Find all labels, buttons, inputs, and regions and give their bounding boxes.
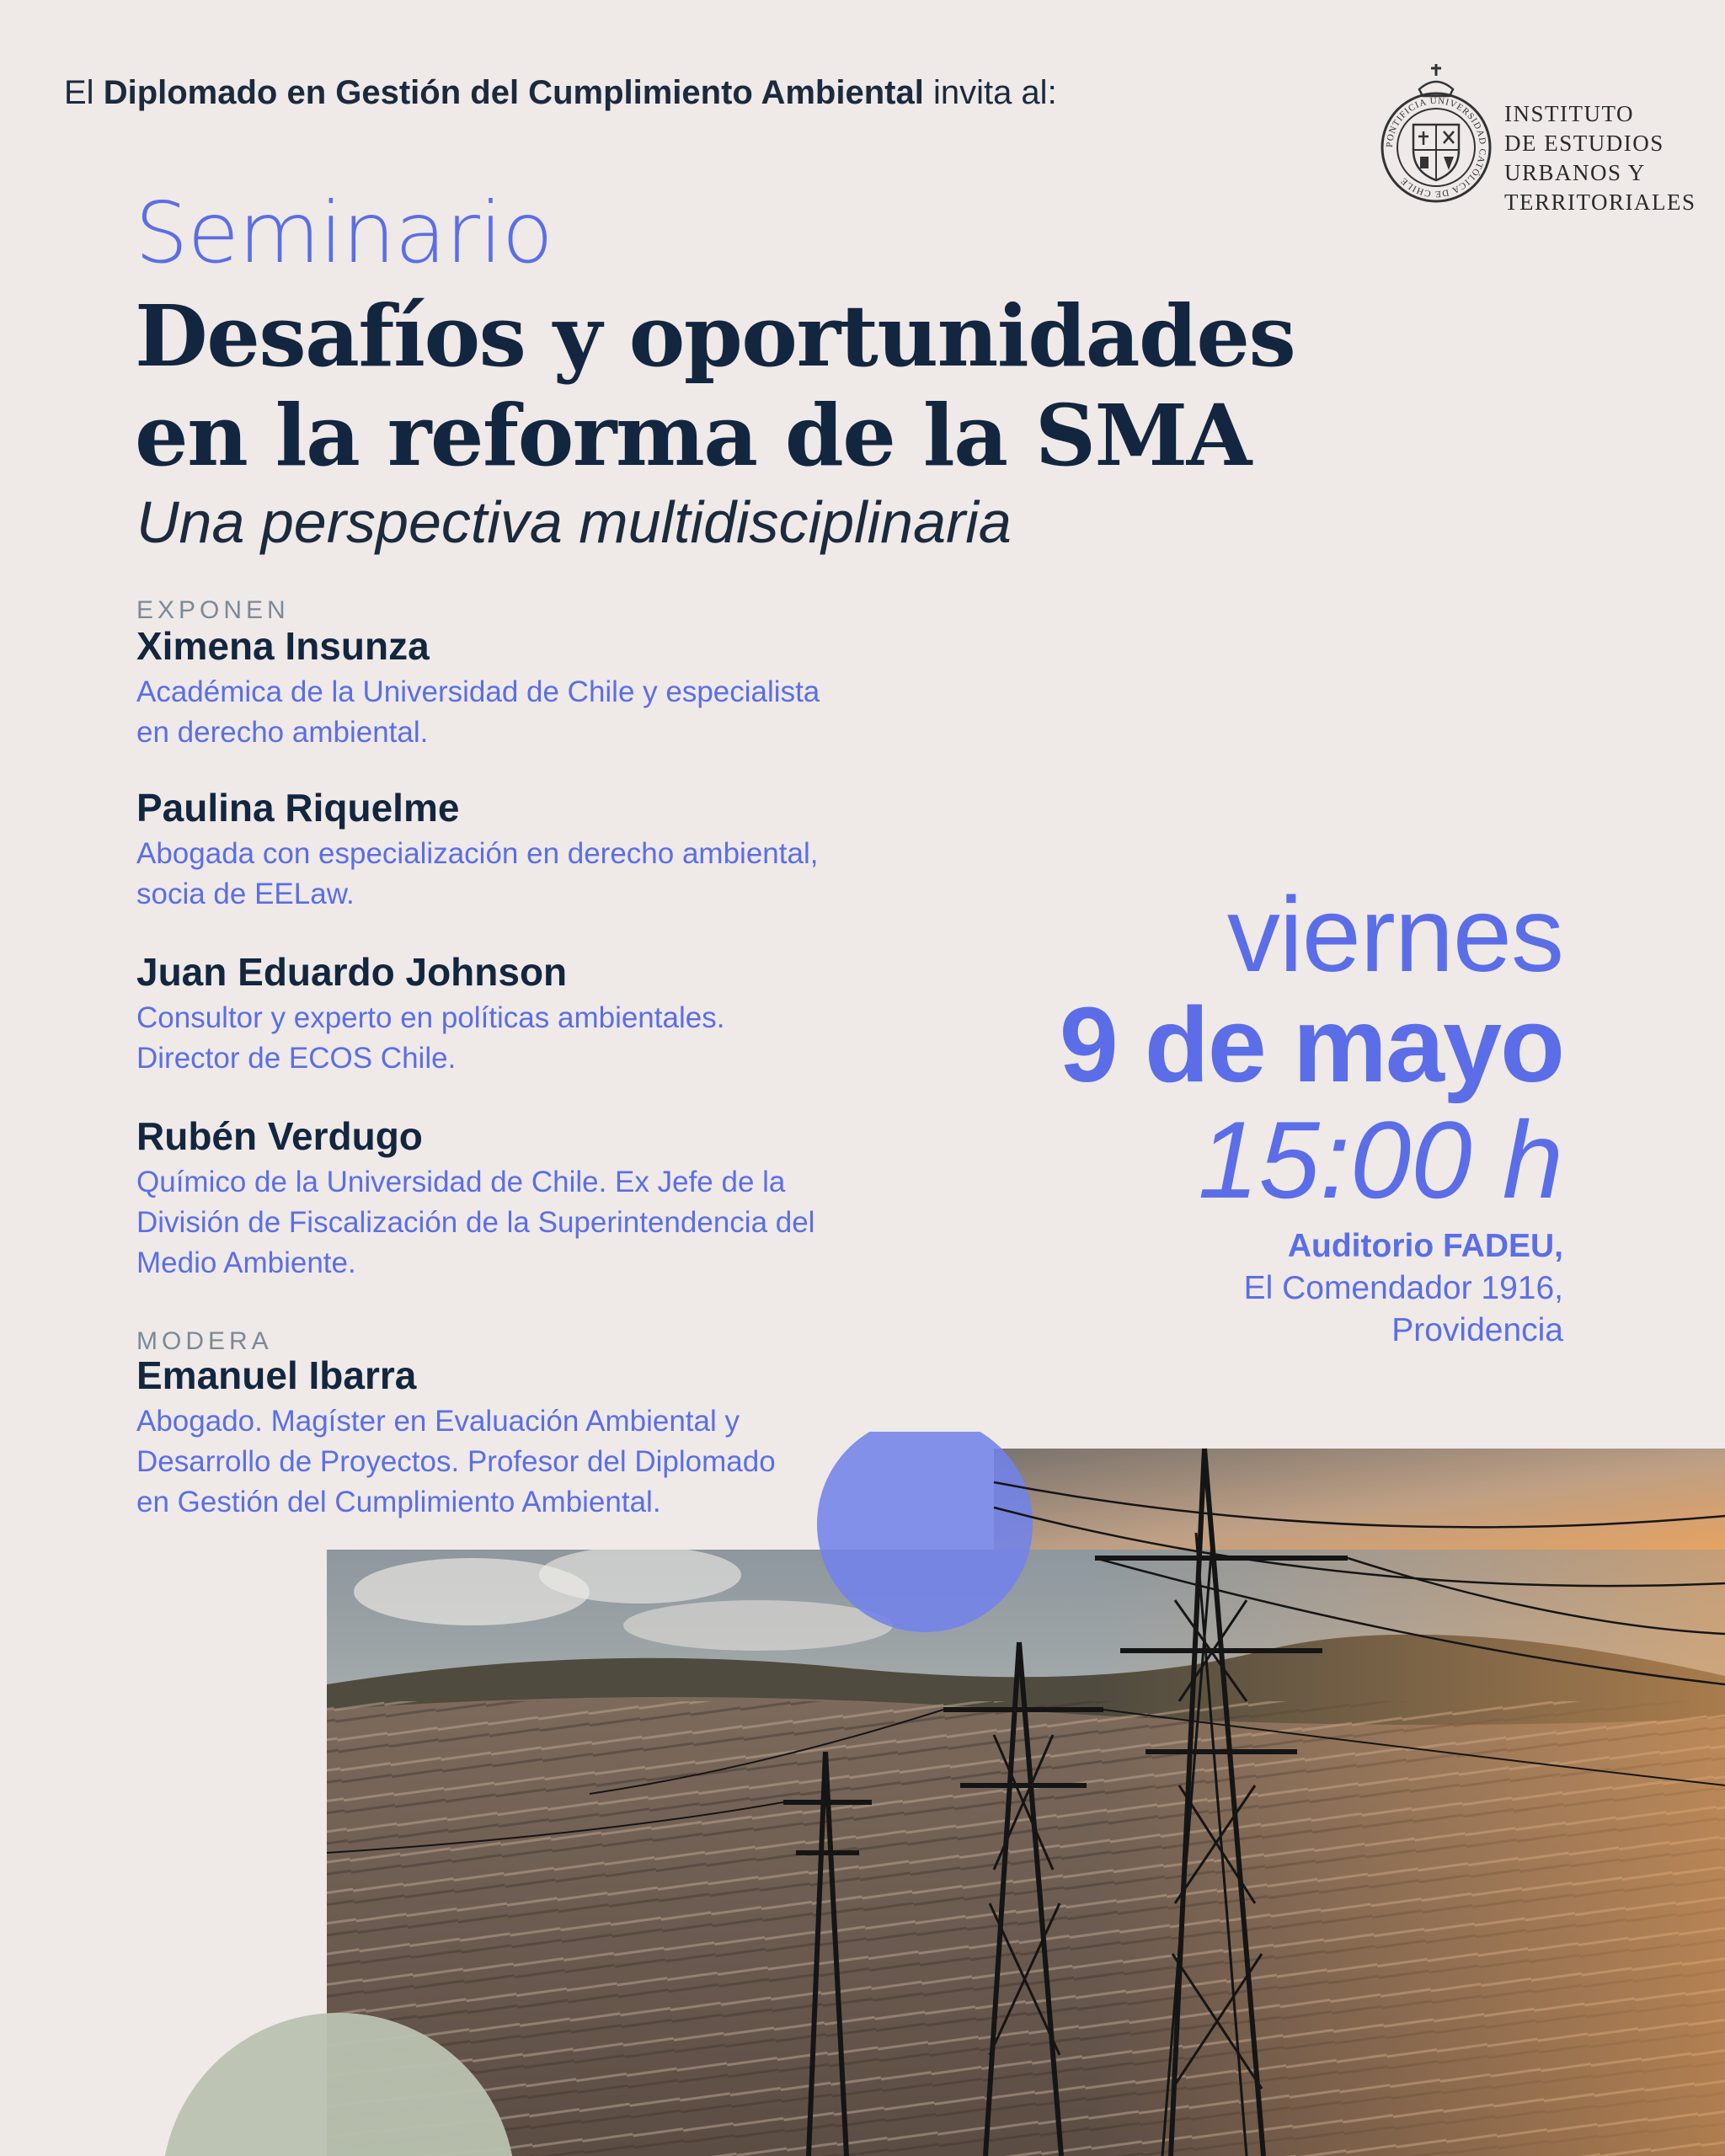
invite-line	[64, 74, 1057, 112]
speaker-description-line: Medio Ambiente.	[136, 1246, 356, 1279]
speaker-description	[136, 834, 818, 915]
speaker-description-line: Consultor y experto en políticas ambientales.	[136, 1001, 725, 1034]
moderator-description-line: en Gestión del Cumplimiento Ambiental.	[136, 1486, 661, 1518]
speaker-name: Juan Eduardo Johnson	[136, 950, 568, 994]
invite-suffix: invita al:	[923, 74, 1057, 111]
event-title	[135, 286, 1295, 485]
moderator-description-line: Desarrollo de Proyectos. Profesor del Diplomado	[136, 1445, 776, 1478]
program-name: Diplomado en Gestión del Cumplimiento Ambiental	[103, 74, 924, 111]
speaker-description-line: Abogada con especialización en derecho ambiental,	[136, 837, 819, 870]
speaker-description-line: Académica de la Universidad de Chile y especialista	[136, 675, 820, 708]
speaker-description	[136, 672, 820, 753]
event-venue	[1244, 1225, 1563, 1352]
event-title-line: Desafíos y oportunidades	[135, 286, 1295, 386]
speaker-description-line: División de Fiscalización de la Superintendencia del	[136, 1206, 815, 1239]
venue-address: El Comendador 1916,	[1243, 1270, 1563, 1306]
speaker-description-line: Director de ECOS Chile.	[136, 1042, 457, 1075]
event-datetime	[1059, 875, 1563, 1221]
event-title-line: en la reforma de la SMA	[135, 386, 1251, 485]
speaker-name: Rubén Verdugo	[136, 1114, 423, 1158]
speaker-description	[136, 1162, 814, 1283]
institute-name	[1504, 99, 1696, 217]
event-date: 9 de mayo	[1059, 985, 1563, 1104]
speaker-description-line: Químico de la Universidad de Chile. Ex Jefe de la	[136, 1166, 786, 1198]
speaker-description-line: socia de EELaw.	[136, 878, 355, 910]
speakers-label: EXPONEN	[136, 596, 290, 624]
speaker	[136, 785, 818, 915]
venue-city: Providencia	[1391, 1312, 1563, 1348]
speaker	[136, 1113, 814, 1283]
institute-logo	[1373, 57, 1718, 226]
speaker-description	[136, 998, 724, 1079]
venue-name: Auditorio FADEU,	[1287, 1228, 1563, 1264]
institute-name-line: INSTITUTO	[1504, 101, 1634, 126]
event-type: Seminario	[135, 184, 553, 282]
speaker	[136, 949, 724, 1079]
mine-powerline-photo	[0, 1432, 1725, 2156]
university-seal-icon	[1373, 57, 1499, 226]
invite-prefix: El	[64, 74, 104, 111]
institute-name-line: TERRITORIALES	[1504, 189, 1696, 215]
event-subtitle: Una perspectiva multidisciplinaria	[136, 489, 1012, 555]
speaker	[136, 623, 820, 753]
event-time: 15:00 h	[1198, 1098, 1563, 1221]
event-day: viernes	[1226, 875, 1563, 994]
speaker-name: Paulina Riquelme	[136, 786, 460, 830]
institute-name-line: URBANOS Y	[1504, 160, 1646, 185]
moderator-description-line: Abogado. Magíster en Evaluación Ambiental y	[136, 1405, 740, 1438]
moderator-name: Emanuel Ibarra	[136, 1353, 417, 1397]
speaker-description-line: en derecho ambiental.	[136, 716, 429, 749]
moderator-label: MODERA	[136, 1327, 273, 1355]
speaker-name: Ximena Insunza	[136, 624, 430, 668]
seal-ring-text: PONTIFICIA UNIVERSIDAD CATÓLICA DE CHILE	[1384, 95, 1488, 200]
institute-name-line: DE ESTUDIOS	[1504, 131, 1664, 156]
